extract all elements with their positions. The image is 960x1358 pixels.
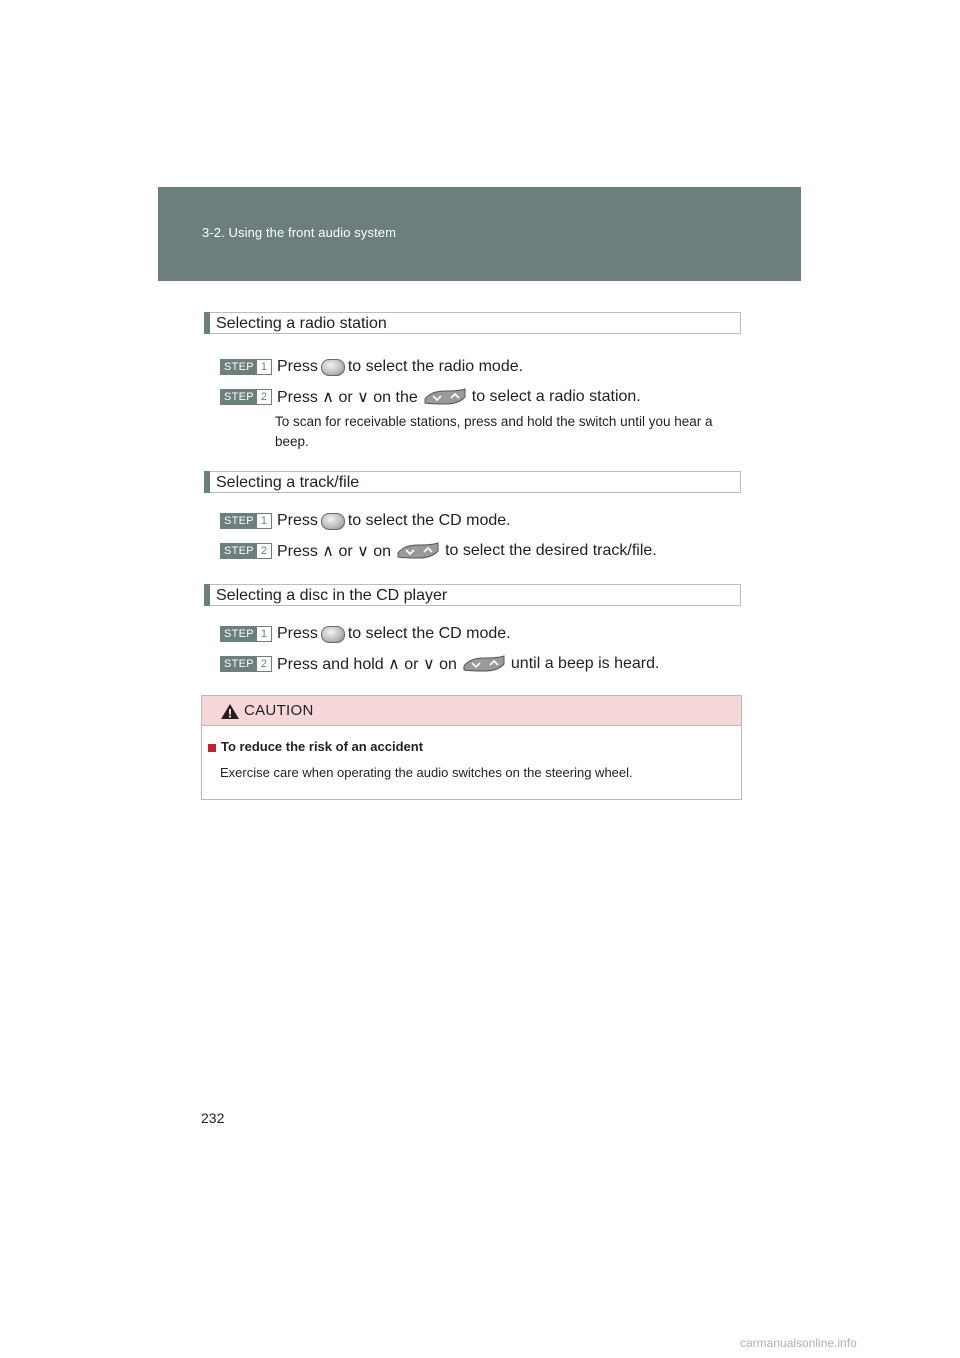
step-badge: STEP 1 — [220, 359, 272, 375]
section-title: Selecting a track/file — [216, 474, 360, 491]
section-accent — [204, 312, 210, 334]
step-badge: STEP 2 — [220, 656, 272, 672]
section-title: Selecting a radio station — [216, 315, 387, 332]
watermark: carmanualsonline.info — [740, 1336, 857, 1350]
step-badge: STEP 1 — [220, 626, 272, 642]
track-step-2 — [220, 541, 657, 561]
page-number: 232 — [201, 1110, 225, 1126]
section-accent — [204, 471, 210, 493]
mode-button-icon — [321, 626, 345, 643]
section-disc-cd-player — [204, 584, 741, 606]
seek-switch-icon — [423, 387, 467, 407]
section-accent — [204, 584, 210, 606]
step-text-after: until a beep is heard. — [510, 655, 660, 672]
step-text-before: Press — [276, 358, 318, 375]
step-text-before: Press ∧ or ∨ on — [276, 543, 392, 560]
step-text-after: to select the desired track/file. — [445, 542, 657, 559]
caution-box — [201, 695, 742, 800]
caution-subtitle: To reduce the risk of an accident — [208, 739, 423, 754]
bullet-square-icon — [208, 744, 216, 752]
mode-button-icon — [321, 513, 345, 530]
disc-step-2 — [220, 654, 659, 674]
step-text-after: to select the CD mode. — [347, 625, 511, 642]
step-text-before: Press — [276, 512, 318, 529]
section-track-file — [204, 471, 741, 493]
radio-step-1 — [220, 357, 523, 377]
seek-switch-icon — [462, 654, 506, 674]
caution-label: CAUTION — [244, 702, 314, 719]
step-text-after: to select the CD mode. — [347, 512, 511, 529]
mode-button-icon — [321, 359, 345, 376]
step-badge: STEP 2 — [220, 389, 272, 405]
warning-triangle-icon — [220, 703, 240, 720]
radio-step-2 — [220, 387, 641, 407]
step-text-after: to select the radio mode. — [347, 358, 524, 375]
disc-step-1 — [220, 624, 511, 644]
seek-switch-icon — [396, 541, 440, 561]
header-bar — [158, 187, 801, 281]
section-title: Selecting a disc in the CD player — [216, 587, 448, 604]
caution-header — [202, 696, 741, 726]
caution-body: Exercise care when operating the audio switches on the steering wheel. — [220, 765, 633, 780]
section-radio-station — [204, 312, 741, 334]
step-badge: STEP 1 — [220, 513, 272, 529]
step-badge: STEP 2 — [220, 543, 272, 559]
step-text-before: Press ∧ or ∨ on the — [276, 389, 418, 406]
step-text-after: to select a radio station. — [471, 388, 641, 405]
step-text-before: Press and hold ∧ or ∨ on — [276, 656, 457, 673]
track-step-1 — [220, 511, 511, 531]
breadcrumb: 3-2. Using the front audio system — [202, 225, 397, 240]
step-text-before: Press — [276, 625, 318, 642]
radio-note: To scan for receivable stations, press and hold the switch until you hear a beep. — [275, 414, 713, 449]
